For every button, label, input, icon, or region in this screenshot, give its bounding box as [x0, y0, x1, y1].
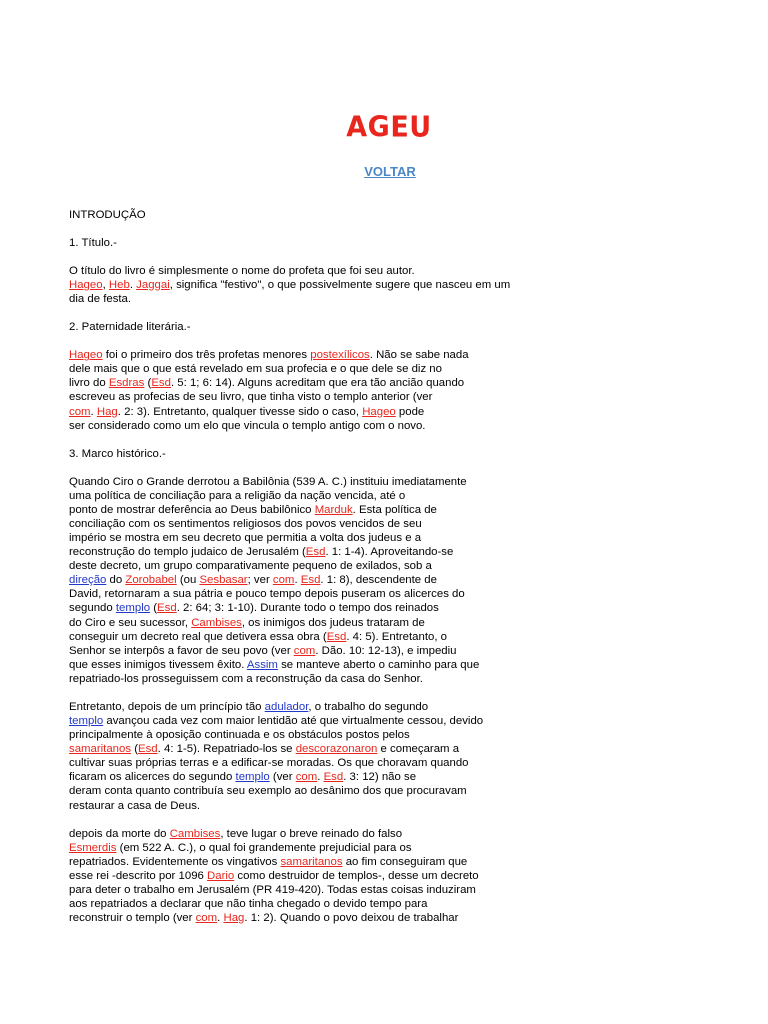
paragraph: [69, 700, 559, 813]
text-line: [69, 728, 559, 742]
document-body: [69, 208, 559, 939]
text-line: [69, 799, 559, 813]
glossary-link[interactable]: Hageo: [362, 405, 396, 418]
text-line: [69, 573, 559, 587]
text-line: [69, 531, 559, 545]
glossary-link[interactable]: Hag: [96, 405, 118, 418]
text-run: escreveu as profecias de seu livro, que tinha visto o templo anterior (ver: [69, 391, 433, 404]
text-line: [69, 911, 559, 925]
text-line: [69, 545, 559, 559]
text-run: como destruidor de templos-, desse um decreto: [234, 869, 479, 882]
text-run: . 4: 5). Entretanto, o: [346, 630, 448, 643]
glossary-link[interactable]: com: [195, 912, 218, 925]
glossary-link[interactable]: Esmerdis: [69, 841, 117, 854]
glossary-link[interactable]: samaritanos: [280, 855, 343, 868]
text-run: depois da morte do: [69, 827, 170, 840]
text-run: . 1: 8), descendente de: [320, 574, 437, 587]
glossary-link[interactable]: Esd: [138, 743, 158, 756]
text-run: (: [131, 743, 139, 756]
text-run: do: [106, 574, 126, 587]
text-line: [69, 714, 559, 728]
glossary-link[interactable]: Marduk: [314, 503, 353, 516]
text-line: [69, 601, 559, 615]
text-run: repatriados. Evidentemente os vingativos: [69, 855, 281, 868]
text-run: Senhor se interpôs a favor de seu povo (ver: [69, 644, 294, 657]
text-run: , o trabalho do segundo: [308, 700, 429, 713]
glossary-link[interactable]: Hageo: [69, 349, 103, 362]
text-line: [69, 390, 559, 404]
text-run: ser considerado como um elo que vincula o templo antigo com o novo.: [69, 419, 426, 432]
glossary-link[interactable]: Hag: [223, 912, 245, 925]
glossary-link[interactable]: Esd: [151, 377, 171, 390]
text-line: [69, 883, 559, 897]
text-run: império se mostra em seu decreto que permitia a volta dos judeus e a: [69, 531, 422, 544]
glossary-link[interactable]: templo: [69, 714, 104, 727]
text-line: [69, 348, 559, 362]
text-run: David, retornaram a sua pátria e pouco tempo depois puseram os alicerces do: [69, 588, 465, 601]
text-line: [69, 587, 559, 601]
text-run: .: [217, 912, 224, 925]
glossary-link[interactable]: Esd: [305, 546, 326, 559]
text-run: ; ver: [247, 574, 273, 587]
text-run: . 1: 1-4). Aproveitando-se: [325, 546, 454, 559]
section-heading-authorship: 2. Paternidade literária.-: [69, 321, 191, 334]
text-run: segundo: [69, 602, 116, 615]
text-run: livro do: [69, 377, 109, 390]
glossary-link[interactable]: com: [69, 405, 91, 418]
text-run: aos repatriados a declarar que não tinha chegado o devido tempo para: [69, 897, 428, 910]
text-line: [69, 658, 559, 672]
text-run: (ou: [176, 574, 200, 587]
text-run: (ver: [269, 771, 296, 784]
text-run: ponto de mostrar deferência ao Deus babilônico: [69, 503, 315, 516]
text-line: [69, 742, 559, 756]
text-run: principalmente à oposição continuada e os obstáculos postos pelos: [69, 729, 410, 742]
text-run: (: [144, 377, 152, 390]
text-run: cultivar suas próprias terras e a edificar-se moradas. Os que choravam quando: [69, 757, 469, 770]
text-run: se manteve aberto o caminho para que: [277, 658, 480, 671]
text-line: [69, 855, 559, 869]
text-line: [69, 700, 559, 714]
text-run: restaurar a casa de Deus.: [69, 799, 201, 812]
glossary-link[interactable]: Zorobabel: [125, 574, 177, 587]
glossary-link[interactable]: com: [293, 644, 316, 657]
text-run: reconstrução do templo judaico de Jerusalém (: [69, 546, 306, 559]
text-line: [69, 827, 559, 841]
text-run: , os inimigos dos judeus trataram de: [241, 616, 425, 629]
text-run: . Não se sabe nada: [369, 349, 469, 362]
text-line: [69, 475, 559, 489]
text-run: avançou cada vez com maior lentidão até que virtualmente cessou, devido: [103, 714, 484, 727]
text-run: deram conta quanto contribuía seu exemplo ao desânimo dos que procuravam: [69, 785, 467, 798]
text-line: [69, 559, 559, 573]
text-line: [69, 503, 559, 517]
glossary-link[interactable]: Hageo: [69, 279, 103, 292]
text-run: . 5: 1; 6: 14). Alguns acreditam que era tão ancião quando: [170, 377, 465, 390]
text-run: e começaram a: [377, 743, 460, 756]
glossary-link[interactable]: Esd: [300, 574, 321, 587]
intro-heading: INTRODUÇÃO: [69, 209, 146, 221]
section-heading-title: 1. Título.-: [69, 236, 117, 249]
text-line: [69, 362, 559, 376]
text-run: ficaram os alicerces do segundo: [69, 771, 236, 784]
text-run: esse rei -descrito por 1096: [69, 869, 208, 882]
text-run: . 2: 3). Entretanto, qualquer tivesse sido o caso,: [117, 405, 363, 418]
text-line: [69, 841, 559, 855]
text-line: [69, 616, 559, 630]
glossary-link[interactable]: com: [295, 771, 318, 784]
text-run: ao fim conseguiram que: [342, 855, 468, 868]
glossary-link[interactable]: samaritanos: [69, 743, 132, 756]
text-run: dia de festa.: [69, 293, 132, 306]
text-run: . 4: 1-5). Repatriado-los se: [157, 743, 296, 756]
text-run: deste decreto, um grupo comparativamente pequeno de exilados, sob a: [69, 560, 432, 573]
glossary-link[interactable]: Heb: [108, 279, 130, 292]
text-run: uma política de conciliação para a religião da nação vencida, até o: [69, 489, 406, 502]
text-run: dele mais que o que está revelado em sua profecia e o que dele se diz no: [69, 363, 442, 376]
text-run: repatriado-los prosseguissem com a reconstrução da casa do Senhor.: [69, 672, 423, 685]
glossary-link[interactable]: templo: [235, 771, 270, 784]
text-run: . Esta política de: [352, 503, 437, 516]
glossary-link[interactable]: Esd: [323, 771, 344, 784]
glossary-link[interactable]: direção: [69, 574, 107, 587]
paragraph: [69, 475, 559, 686]
text-run: O título do livro é simplesmente o nome do profeta que foi seu autor.: [69, 264, 415, 277]
text-run: pode: [395, 405, 425, 418]
glossary-link[interactable]: Cambises: [191, 616, 242, 629]
glossary-link[interactable]: Jaggai: [136, 279, 170, 292]
text-line: [69, 489, 559, 503]
text-run: ,: [102, 279, 109, 292]
section-heading-history: 3. Marco histórico.-: [69, 447, 166, 460]
text-line: [69, 278, 559, 292]
text-line: [69, 869, 559, 883]
glossary-link[interactable]: adulador: [264, 700, 309, 713]
glossary-link[interactable]: templo: [115, 602, 151, 615]
text-run: . 3: 12) não se: [343, 771, 417, 784]
text-run: , significa "festivo", o que possivelmente sugere que nasceu em um: [169, 279, 511, 292]
text-run: para deter o trabalho em Jerusalém (PR 419-420). Todas estas coisas induziram: [69, 883, 476, 896]
paragraph: [69, 264, 559, 306]
text-line: [69, 264, 559, 278]
text-line: [69, 419, 559, 433]
glossary-link[interactable]: Esd: [157, 602, 177, 615]
text-run: . 2: 64; 3: 1-10). Durante todo o tempo dos reinados: [176, 602, 439, 615]
back-link[interactable]: VOLTAR: [364, 164, 416, 179]
text-run: que esses inimigos tivessem êxito.: [69, 658, 247, 671]
glossary-link[interactable]: postexílicos: [310, 349, 370, 362]
text-line: [69, 770, 559, 784]
text-run: . 1: 2). Quando o povo deixou de trabalhar: [244, 912, 459, 925]
paragraph: [69, 348, 559, 433]
text-run: do Ciro e seu sucessor,: [69, 616, 192, 629]
text-line: [69, 756, 559, 770]
text-run: .: [294, 574, 301, 587]
text-line: [69, 376, 559, 390]
glossary-link[interactable]: descorazonaron: [295, 743, 378, 756]
text-line: [69, 517, 559, 531]
text-line: [69, 672, 559, 686]
glossary-link[interactable]: Sesbasar: [199, 574, 248, 587]
text-run: Entretanto, depois de um princípio tão: [69, 700, 265, 713]
text-run: , teve lugar o breve reinado do falso: [220, 827, 403, 840]
text-line: [69, 630, 559, 644]
text-run: .: [90, 405, 97, 418]
text-line: [69, 784, 559, 798]
glossary-link[interactable]: Cambises: [169, 827, 221, 840]
text-run: .: [129, 279, 137, 292]
text-run: Quando Ciro o Grande derrotou a Babilônia (539 A. C.) instituiu imediatamente: [69, 475, 467, 488]
text-line: [69, 405, 559, 419]
text-run: (em 522 A. C.), o qual foi grandemente prejudicial para os: [116, 841, 412, 854]
text-run: (: [150, 602, 158, 615]
text-run: .: [317, 771, 324, 784]
text-line: [69, 644, 559, 658]
text-run: foi o primeiro dos três profetas menores: [102, 349, 311, 362]
text-line: [69, 897, 559, 911]
text-run: reconstruir o templo (ver: [69, 912, 196, 925]
glossary-link[interactable]: com: [272, 574, 295, 587]
text-run: . Dão. 10: 12-13), e impediu: [315, 644, 457, 657]
glossary-link[interactable]: Assim: [246, 658, 278, 671]
paragraph: [69, 827, 559, 926]
text-line: [69, 292, 559, 306]
text-run: conciliação com os sentimentos religiosos dos povos vencidos de seu: [69, 517, 422, 530]
text-run: conseguir um decreto real que detivera essa obra (: [69, 630, 327, 643]
page-title: AGEU: [346, 111, 432, 144]
glossary-link[interactable]: Esdras: [108, 377, 145, 390]
glossary-link[interactable]: Dario: [207, 869, 235, 882]
glossary-link[interactable]: Esd: [326, 630, 347, 643]
